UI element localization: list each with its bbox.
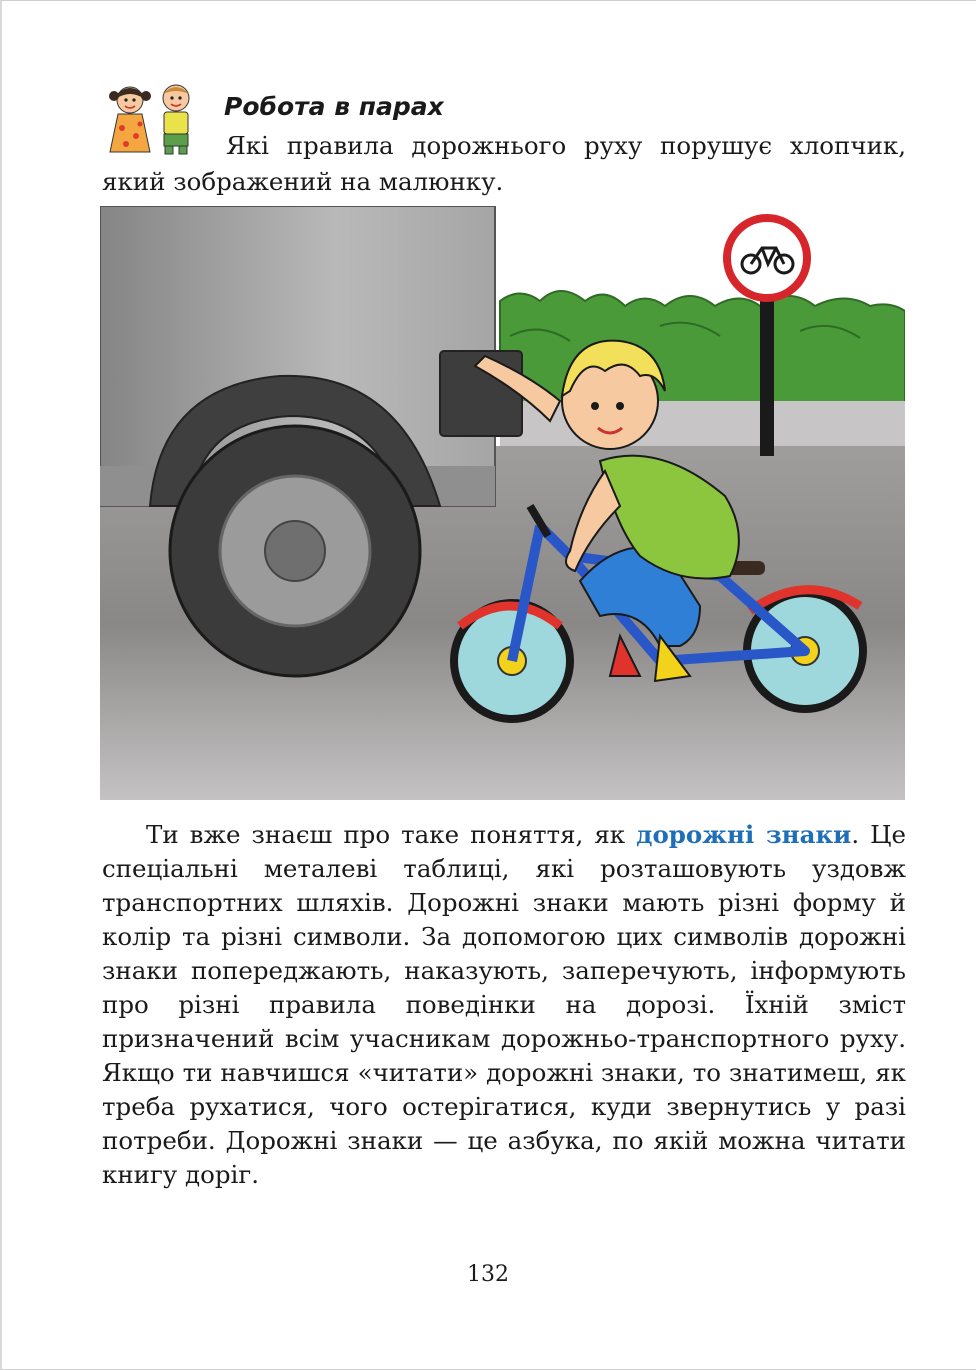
term-road-signs: дорожні знаки [636, 820, 852, 849]
body-paragraph: Ти вже знаєш про таке поняття, як дорожні знаки. Це спеціальні металеві таблиці, які розташовують уздовж транспортних шляхів. Дорожні знаки мають різні форму й колір та різні символи. За допомогою цих символів дорожні знаки попереджають, наказують, заперечують, інформують про різні правила поведінки на дорозі. Їхній зміст призначений всім учасникам дорожньо-транспортного руху. Якщо ти навчишся «читати» дорожні знаки, то знатимеш, як треба рухатися, чого остерігатися, куди звернутись у разі потреби. Дорожні знаки — це азбука, по якій можна читати книгу доріг. [102, 820, 906, 1189]
page-number: 132 [467, 1262, 509, 1287]
task-question: Які правила дорожнього руху порушує хлопчик, який зображений на малюнку. [102, 131, 906, 196]
illustration [100, 206, 905, 800]
section-title: Робота в парах [224, 92, 444, 121]
